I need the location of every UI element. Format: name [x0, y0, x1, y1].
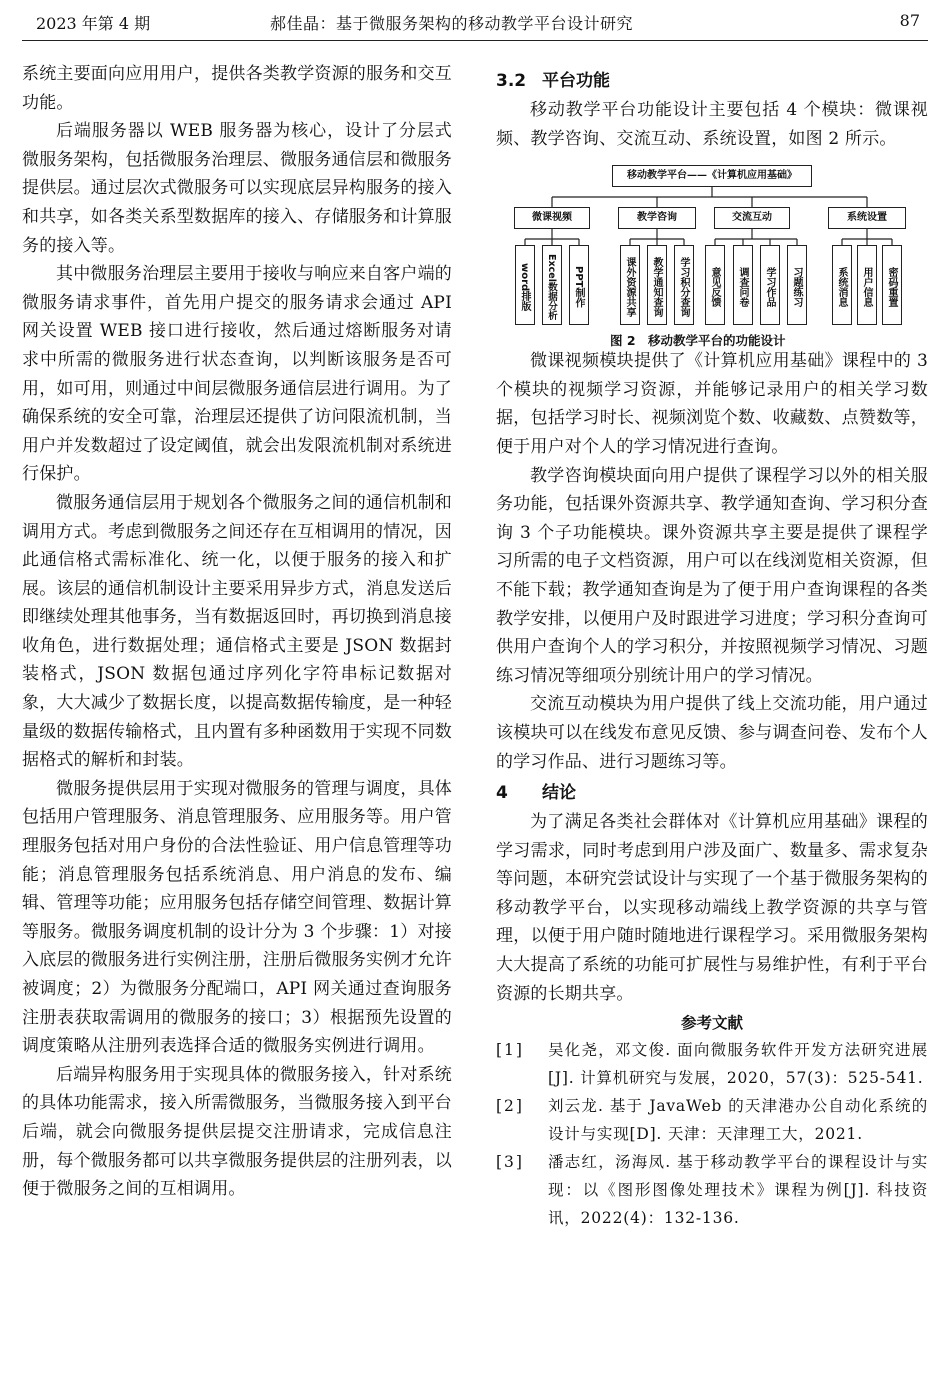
section-number: 4 — [496, 783, 508, 804]
figure-caption: 图 2 移动教学平台的功能设计 — [610, 333, 786, 349]
paragraph: 交流互动模块为用户提供了线上交流功能，用户通过该模块可以在线发布意见反馈、参与调查问卷、发布个人的学习作品、进行习题练习等。 — [496, 694, 928, 772]
running-title: 郝佳晶：基于微服务架构的移动教学平台设计研究 — [270, 14, 634, 33]
root-node: 移动教学平台——《计算机应用基础》 — [612, 165, 812, 187]
journal-issue: 2023 年第 4 期 — [36, 14, 151, 33]
paragraph: 教学咨询模块面向用户提供了课程学习以外的相关服务功能，包括课外资源共享、教学通知查询、学习积分查询 3 个子功能模块。课外资源共享主要是提供了课程学习所需的电子文档资源，用户可以在线浏览相关资源，但不能下载；教学通知查询是为了便于用户查询课程的各类教学安排，以便用户及时跟进学习进度；学习积分查询可供用户查询个人的学习积分，并按照视频学习情况、习题练习情况等细项分别统计用户的学习情况。 — [496, 465, 928, 686]
leaf-node: 教学通知查询 — [647, 245, 667, 325]
leaf-node: PPT制作 — [569, 245, 589, 325]
reference-text: 刘云龙. 基于 JavaWeb 的天津港办公自动化系统的设计与实现[D]. 天津：天津理工大，2021. — [548, 1097, 928, 1144]
leaf-node: 学习积分查询 — [674, 245, 694, 325]
reference-item — [496, 1036, 928, 1092]
references-heading: 参考文献 — [680, 1014, 743, 1033]
page-number: 87 — [899, 11, 920, 30]
paragraph: 微课视频模块提供了《计算机应用基础》课程中的 3 个模块的视频学习资源，并能够记录用户的相关学习数据，包括学习时长、视频浏览个数、收藏数、点赞数等，便于用户对个人的学习情况进行查询。 — [496, 351, 928, 457]
section-title: 平台功能 — [542, 71, 610, 91]
paragraph: 为了满足各类社会群体对《计算机应用基础》课程的学习需求，同时考虑到用户涉及面广、数量多、需求复杂等问题，本研究尝试设计与实现了一个基于微服务架构的移动教学平台，以实现移动端线上教学资源的共享与管理，以便于用户随时随地进行课程学习。采用微服务架构大大提高了系统的功能可扩展性与易维护性，有利于平台资源的长期共享。 — [496, 812, 928, 1004]
leaf-node: 意见反馈 — [705, 245, 725, 325]
paragraph: 后端异构服务用于实现具体的微服务接入，针对系统的具体功能需求，接入所需微服务，当微服务接入到平台后端，就会向微服务提供层提交注册请求，完成信息注册，每个微服务都可以共享微服务提供层的注册列表，以便于微服务之间的互相调用。 — [22, 1064, 452, 1200]
section-heading-3-2 — [496, 66, 928, 96]
reference-text: 吴化尧，邓文俊. 面向微服务软件开发方法研究进展[J]. 计算机研究与发展，2020，57(3)：525-541. — [548, 1041, 928, 1088]
leaf-node: 习题练习 — [787, 245, 807, 325]
module-node: 系统设置 — [828, 207, 906, 229]
running-header — [22, 0, 928, 41]
leaf-node: 课外资源共享 — [620, 245, 640, 325]
function-diagram — [510, 157, 914, 347]
leaf-node: 密码重置 — [882, 245, 902, 325]
module-node: 教学咨询 — [618, 207, 696, 229]
section-heading-4 — [496, 778, 928, 808]
reference-number: [2] — [496, 1097, 524, 1116]
paragraph: 微服务通信层用于规划各个微服务之间的通信机制和调用方式。考虑到微服务之间还存在互相调用的情况，因此通信格式需标准化、统一化，以便于服务的接入和扩展。该层的通信机制设计主要采用异步方式，消息发送后即继续处理其他事务，当有数据返回时，再切换到消息接收角色，进行数据处理；通信格式主要是 JSON 数据封装格式，JSON 数据包通过序列化字符串标记数据对象，大大减少了数据长度，以提高数据传输度，是一种轻量级的数据传输格式，且内置有多种函数用于实现不同数据格式的解析和封装。 — [22, 492, 452, 771]
module-node: 微课视频 — [514, 207, 590, 229]
reference-item — [496, 1092, 928, 1148]
paragraph: 其中微服务治理层主要用于接收与响应来自客户端的微服务请求事件，首先用户提交的服务请求会通过 API 网关设置 WEB 接口进行接收，然后通过熔断服务对请求中所需的微服务进行状态查询，以判断该服务是否可用，如可用，则通过中间层微服务通信层进行调用。为了确保系统的安全可靠，治理层还提供了访问限流机制，当用户并发数超过了设定阈值，就会出发限流机制对系统进行保护。 — [22, 264, 452, 485]
reference-item — [496, 1148, 928, 1232]
paragraph: 系统主要面向应用用户，提供各类教学资源的服务和交互功能。 — [22, 64, 452, 113]
paragraph: 微服务提供层用于实现对微服务的管理与调度，具体包括用户管理服务、消息管理服务、应用服务等。用户管理服务包括对用户身份的合法性验证、用户信息管理等功能；消息管理服务包括系统消息、用户消息的发布、编辑、管理等功能；应用服务包括存储空间管理、数据计算等服务。微服务调度机制的设计分为 3 个步骤：1）对接入底层的微服务进行实例注册，注册后微服务实例才允许被调度；2）为微服务分配端口，API 网关通过查询服务注册表获取需调用的微服务的接口；3）根据预先设置的调度策略从注册列表选择合适的微服务实例进行调用。 — [22, 778, 452, 1057]
section-title: 结论 — [542, 783, 576, 804]
leaf-node: word排版 — [515, 245, 535, 325]
left-column — [22, 60, 452, 1204]
right-column — [496, 66, 928, 1232]
paragraph: 后端服务器以 WEB 服务器为核心，设计了分层式微服务架构，包括微服务治理层、微服务通信层和微服务提供层。通过层次式微服务可以实现底层异构服务的接入和共享，如各类关系型数据库的接入、存储服务和计算服务的接入等。 — [22, 121, 452, 256]
reference-number: [1] — [496, 1041, 524, 1060]
leaf-node: 调查问卷 — [733, 245, 753, 325]
leaf-node: 用户信息 — [857, 245, 877, 325]
leaf-node: 学习作品 — [760, 245, 780, 325]
leaf-node: 系统消息 — [832, 245, 852, 325]
leaf-node: Excel数据分析 — [542, 245, 562, 325]
reference-number: [3] — [496, 1153, 524, 1172]
reference-text: 潘志红，汤海凤. 基于移动教学平台的课程设计与实现：以《图形图像处理技术》课程为例[J]. 科技资讯，2022(4)：132-136. — [548, 1153, 928, 1228]
module-node: 交流互动 — [714, 207, 790, 229]
paragraph: 移动教学平台功能设计主要包括 4 个模块：微课视频、教学咨询、交流互动、系统设置，如图 2 所示。 — [496, 100, 928, 149]
section-number: 3.2 — [496, 71, 527, 91]
